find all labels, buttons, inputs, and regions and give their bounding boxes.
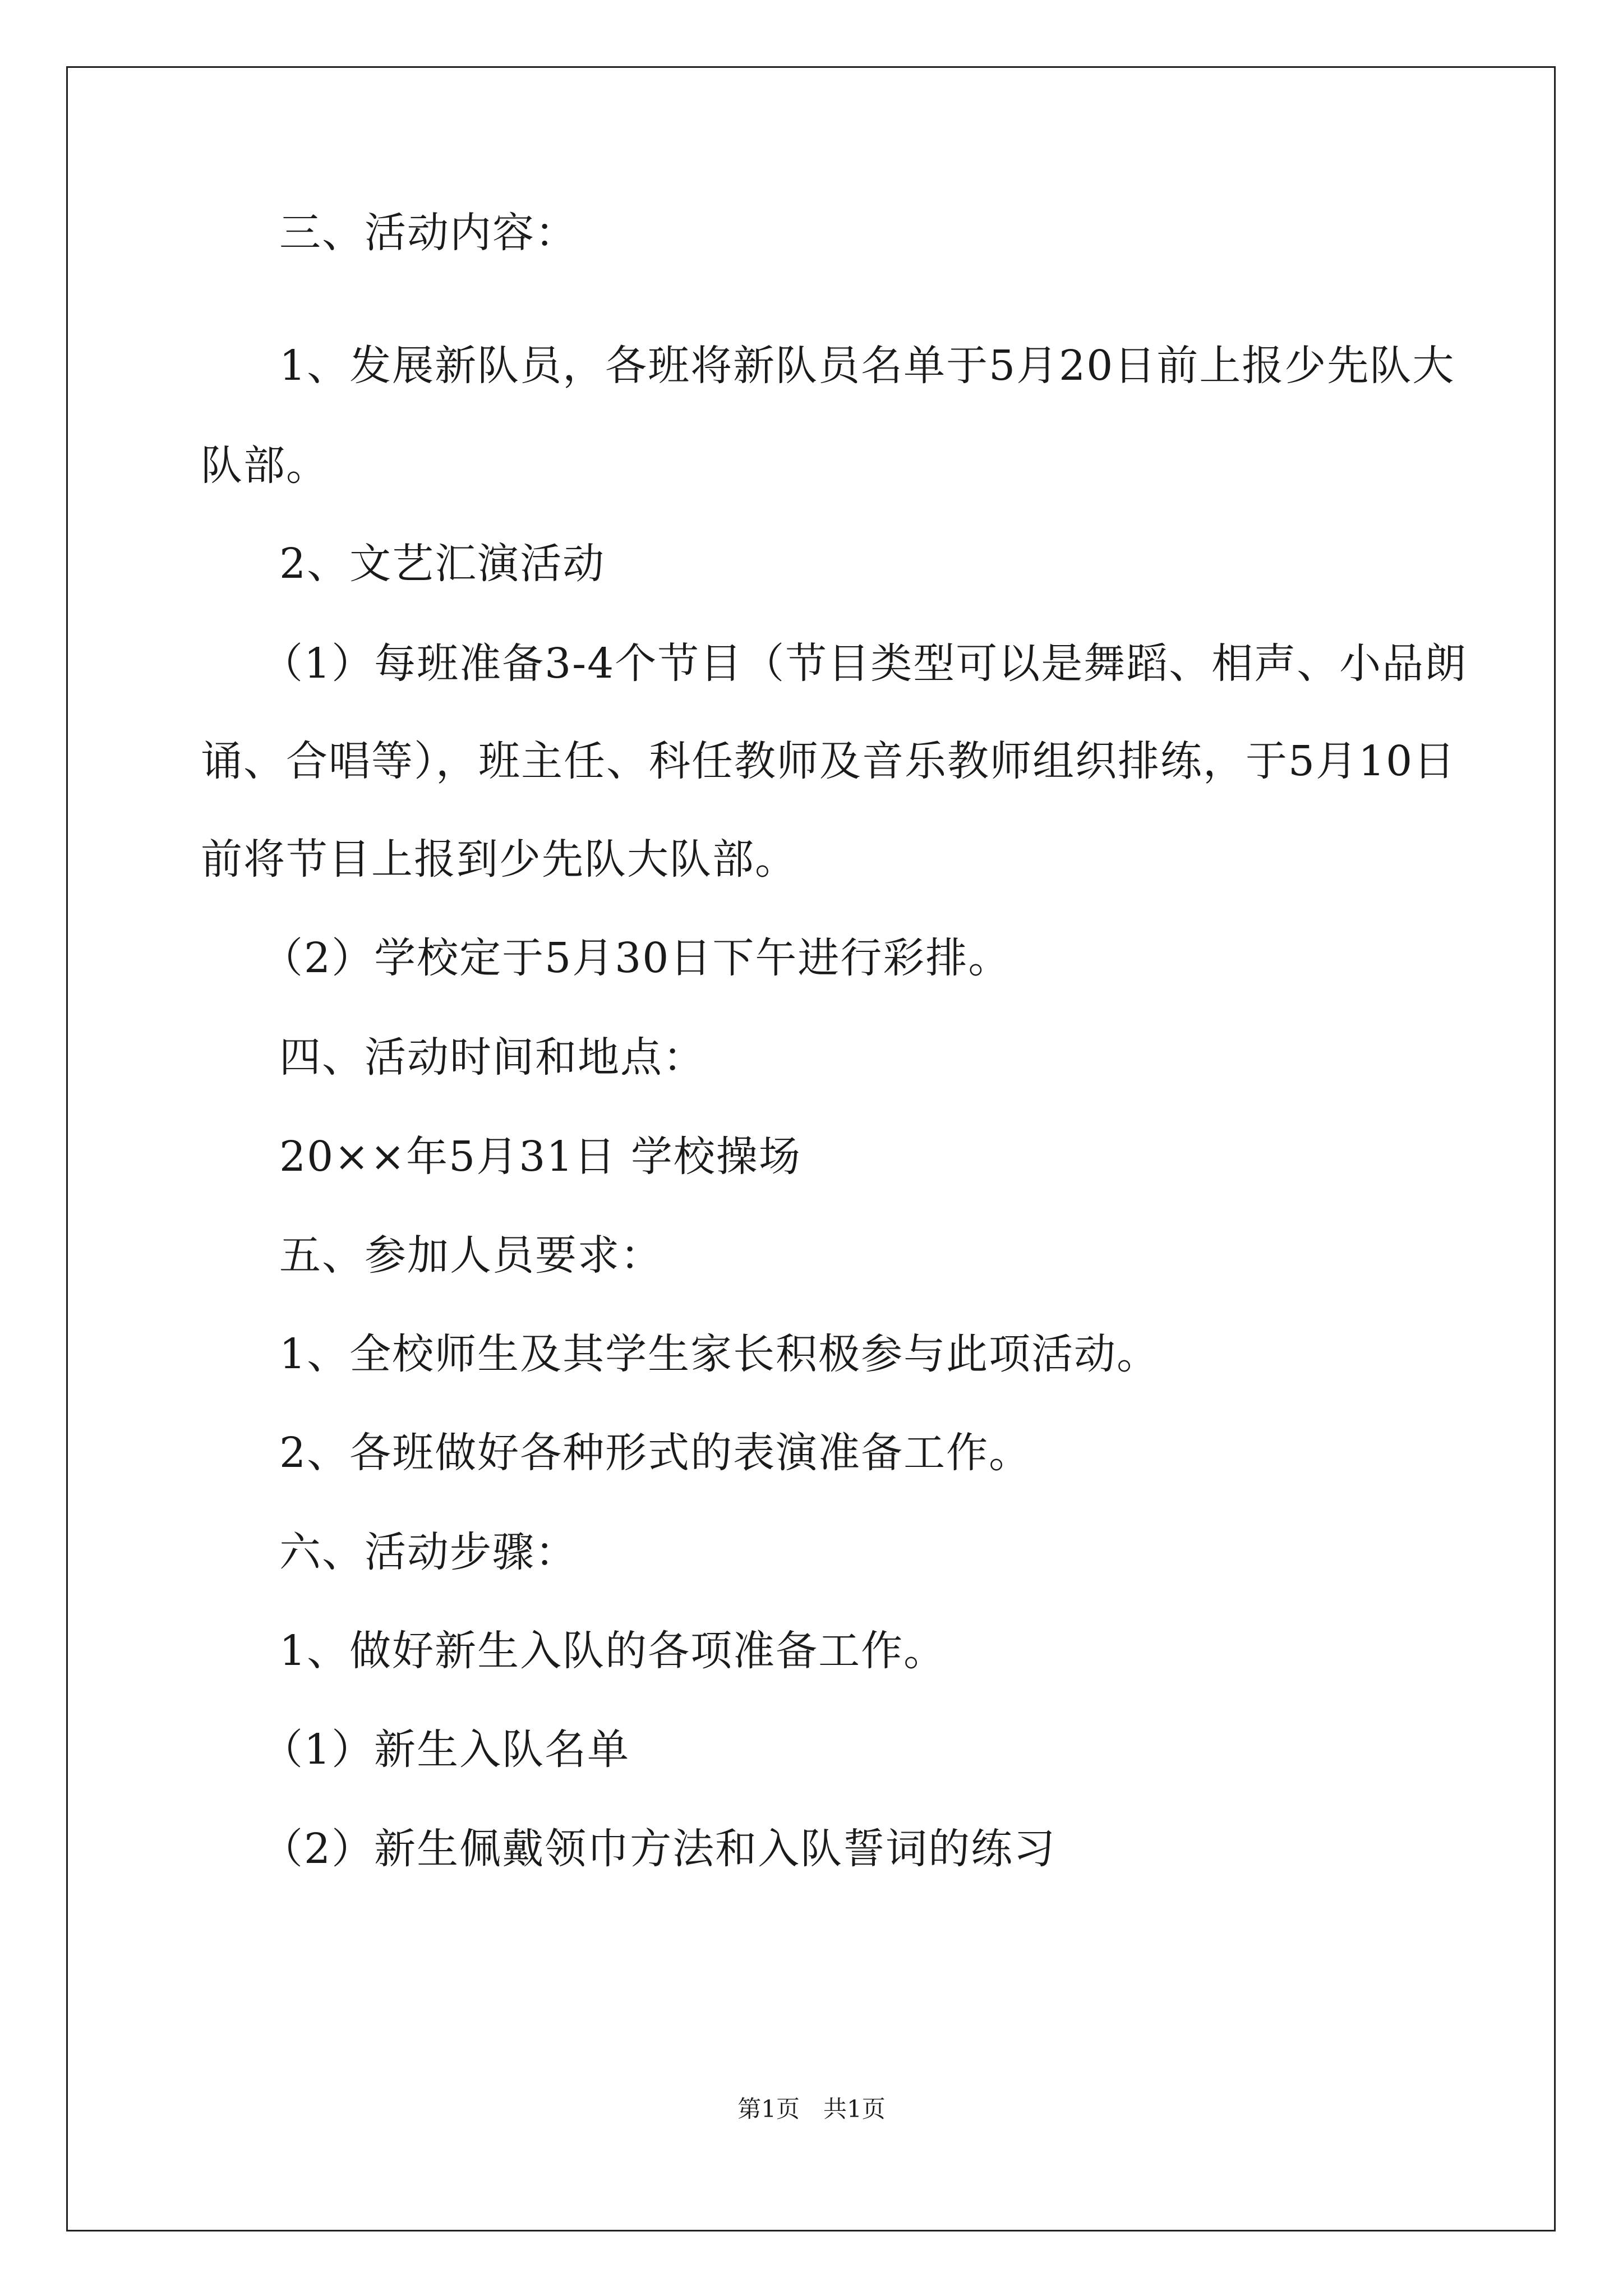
section-heading-time-place: 四、活动时间和地点： <box>279 1033 706 1082</box>
paragraph-line: （2）新生佩戴领巾方法和入队誓词的练习 <box>261 1825 1057 1873</box>
paragraph-line: （1）每班准备3-4个节目（节目类型可以是舞蹈、相声、小品朗 <box>261 639 1468 688</box>
paragraph-line: 2、文艺汇演活动 <box>279 540 606 588</box>
section-heading-activity-content: 三、活动内容： <box>279 209 578 257</box>
paragraph-line: 20××年5月31日 学校操场 <box>279 1133 801 1181</box>
paragraph-line: 1、发展新队员，各班将新队员名单于5月20日前上报少先队大 <box>279 342 1455 390</box>
paragraph-line: 前将节目上报到少先队大队部。 <box>201 835 797 884</box>
paragraph-line: 诵、合唱等），班主任、科任教师及音乐教师组织排练，于5月10日 <box>201 737 1456 785</box>
paragraph-line: 2、各班做好各种形式的表演准备工作。 <box>279 1429 1032 1477</box>
paragraph-line: 1、全校师生及其学生家长积极参与此项活动。 <box>279 1330 1160 1378</box>
paragraph-line: 队部。 <box>201 441 329 490</box>
page-footer: 第1页 共1页 <box>737 2095 886 2123</box>
paragraph-line: （2）学校定于5月30日下午进行彩排。 <box>261 934 1011 982</box>
paragraph-line: （1）新生入队名单 <box>261 1726 630 1774</box>
paragraph-line: 1、做好新生入队的各项准备工作。 <box>279 1627 947 1675</box>
section-heading-participants: 五、参加人员要求： <box>279 1231 663 1280</box>
section-heading-steps: 六、活动步骤： <box>279 1528 578 1576</box>
